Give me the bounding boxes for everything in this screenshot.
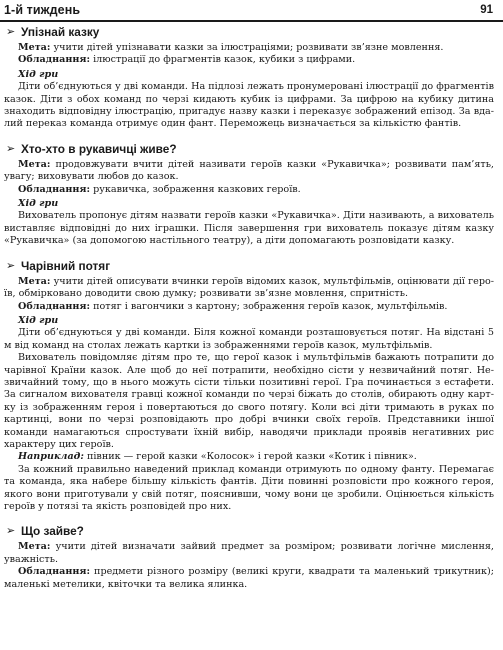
equipment-text: потяг і вагончики з картону; зображення героїв казок, мультфільмів. — [93, 300, 448, 312]
game-title — [4, 142, 494, 156]
equipment-label: Обладнання: — [18, 183, 91, 195]
equipment-paragraph — [4, 184, 494, 196]
game-title — [4, 25, 494, 39]
page-content — [4, 25, 494, 602]
game-title-text: Хто-хто в рукавичці живе? — [21, 141, 177, 156]
arrow-bullet-icon: ➢ — [6, 525, 16, 538]
goal-paragraph — [4, 42, 494, 54]
body-paragraph: Вихователь повідомляє дітям про те, що герої казок і мультфільмів бажають потрапити до чарівної Країни казок. Але щоб до неї потрапити, необхідно сісти у незвичайний потяг. Незвичайний тому, що в нього можуть сісти тільки позитивні герої. Гра починається з естафети. За сигналом вихователя гравці кожної команди по черзі біжать до столів, обирають одну картку із зображенням героя і повертаються до свого потягу. Коли всі діти тримають в руках по картинці, вони по черзі розповідають про добрі вчинки своїх героїв. Представники іншої команди намагаються спростувати їхній вибір, наводячи приклади проявів негативних рис характеру цих героїв. — [4, 352, 494, 450]
goal-paragraph — [4, 159, 494, 184]
equipment-paragraph — [4, 54, 494, 66]
body-paragraph: Вихователь пропонує дітям назвати героїв казки «Рукавичка». Діти називають, а вихователь виставляє відповідні до них іграшки. Після завершення гри вихователь показує дітям казку «Рукавичка» (за допомогою настільного театру), а діти допомагають розповідати казку. — [4, 210, 494, 247]
how-to-play-heading: Хід гри — [18, 314, 59, 326]
page-header — [0, 0, 503, 22]
how-to-play-heading: Хід гри — [18, 68, 59, 80]
goal-label: Мета: — [18, 42, 51, 53]
equipment-paragraph — [4, 301, 494, 313]
goal-text: учити дітей описувати вчинки героїв відомих казок, мультфільмів, оцінювати дії героїв, обмірковано доводити свою думку; розвивати зв’язне мовлення, спритність. — [4, 275, 494, 300]
example-text: півник — герой казки «Колосок» і герой казки «Котик і півник». — [86, 451, 417, 463]
game-section — [4, 142, 494, 248]
game-title-text: Чарівний потяг — [21, 258, 111, 273]
goal-label: Мета: — [18, 541, 51, 553]
equipment-label: Обладнання: — [18, 54, 91, 66]
page-number: 91 — [480, 4, 493, 16]
how-to-play-heading: Хід гри — [18, 198, 59, 210]
equipment-text: предмети різного розміру (великі круги, квадрати та маленький трикутник); маленькі метелики, квіточки та велика ялинка. — [4, 566, 494, 590]
body-paragraph: Діти об’єднуються у дві команди. На підлозі лежать пронумеровані ілюстрації до фрагментів казок. Діти з обох команд по черзі кидають кубик із цифрами. За цифрою на кубику дитина знаходить відповідну ілюстрацію, пригадує назву казки і переказує зображений епізод. За вдалий переказ команда отримує один фант. Переможець визначається за кількістю фантів. — [4, 81, 494, 130]
equipment-text: ілюстрації до фрагментів казок, кубики з цифрами. — [93, 54, 356, 66]
equipment-text: рукавичка, зображення казкових героїв. — [93, 183, 301, 195]
goal-text: продовжувати вчити дітей називати героїв казки «Рукавичка»; розвивати пам’ять, увагу; виховувати любов до казок. — [4, 158, 494, 183]
example-paragraph — [4, 451, 494, 463]
equipment-label: Обладнання: — [18, 566, 91, 578]
goal-text: учити дітей упізнавати казки за ілюстраціями; розвивати зв’язне мовлення. — [53, 42, 444, 53]
game-title — [4, 524, 494, 538]
game-title — [4, 259, 494, 273]
game-section — [4, 524, 494, 591]
header-divider — [0, 20, 503, 22]
body-paragraph: За кожний правильно наведений приклад команди отримують по одному фанту. Перемагає та команда, яка набере більшу кількість фантів. Діти повинні розповісти про кожного героя, якого вони приготували у свій потяг, пояснивши, чому вони це зробили. Оцінюється кількість героїв у потязі та якість розповідей про них. — [4, 463, 494, 512]
goal-paragraph — [4, 276, 494, 301]
chapter-title: 1-й тиждень — [4, 3, 81, 17]
arrow-bullet-icon: ➢ — [6, 142, 16, 155]
game-section — [4, 25, 494, 131]
arrow-bullet-icon: ➢ — [6, 259, 16, 272]
example-label: Наприклад: — [18, 451, 84, 463]
goal-label: Мета: — [18, 158, 51, 170]
goal-label: Мета: — [18, 275, 51, 287]
game-title-text: Що зайве? — [21, 524, 84, 539]
goal-text: учити дітей визначати зайвий предмет за розміром; розвивати логічне мислення, уважність. — [4, 541, 494, 565]
body-paragraph: Діти об’єднуються у дві команди. Біля кожної команди розташовується потяг. На відстані 5 м від команд на столах лежать картки із зображеннями героїв казок, мультфільмів. — [4, 327, 494, 351]
game-section — [4, 259, 494, 514]
game-title-text: Упізнай казку — [21, 25, 100, 39]
arrow-bullet-icon: ➢ — [6, 26, 16, 38]
equipment-paragraph — [4, 566, 494, 591]
goal-paragraph — [4, 541, 494, 566]
equipment-label: Обладнання: — [18, 300, 91, 312]
